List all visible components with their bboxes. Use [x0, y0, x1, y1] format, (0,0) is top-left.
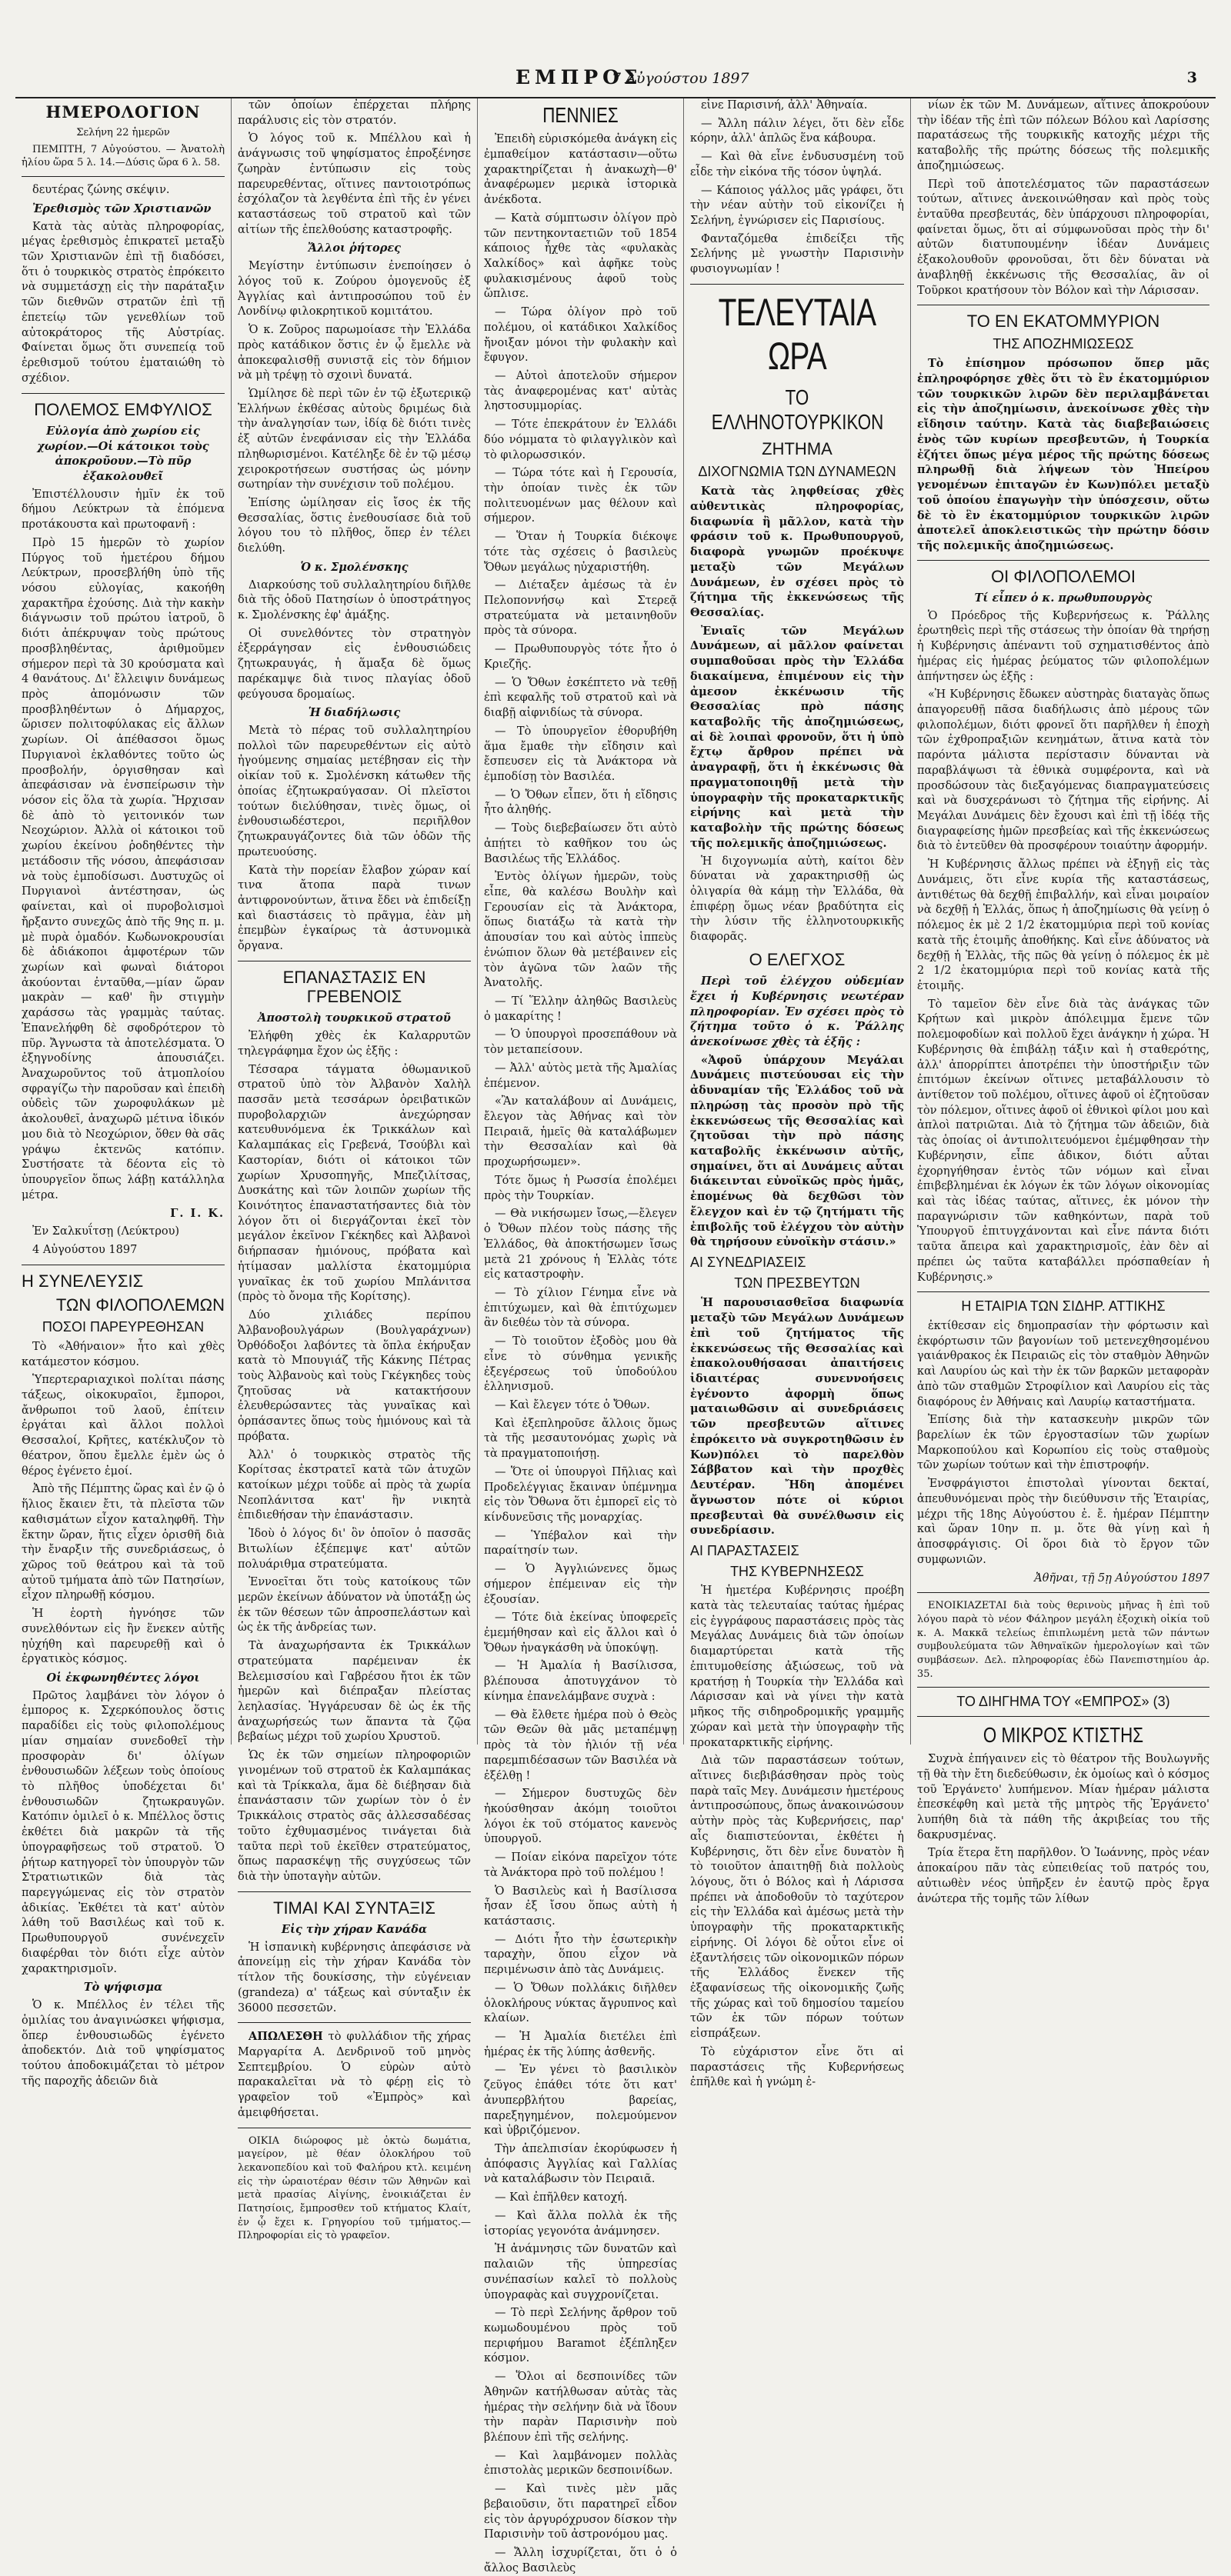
article-paragraph: Τὸ ταμεῖον δὲν εἶνε διὰ τὰς ἀνάγκας τῶν Κρήτων καὶ μικρὸν ἀπόλειμμα ἔμενε τῶν πολεμοφοδίων καὶ πολλοῦ ἔχει ἀνάγκην ἡ χώρα. Ἡ Κυβέρνησις θὰ ἐπιβάλῃ τάξιν καὶ ἡ σταθερότης, ἀλλ' ἀπορρίπτει ἀποτρέπει τὴν ὑποστήριξιν τῶν ἐπιτόμων ἐκείνων οἵτινες μεταβάλλουσιν τὸ ἀντίθετον τοῦ πολέμου, οἵτινες ἀφοῦ οἱ ἐζητοῦσαν τὸν πόλεμον, οἵτινες ἀφοῦ οἱ ἐθνικοὶ φίλοι μου καὶ ἀπλοὶ πατριῶται. Διὰ τὸ ζήτημα τῶν ἀδειῶν, διὰ τὰς ὁποίας οἱ ἀντιπολιτευόμενοι ἐμέμφθησαν τὴν Κυβέρνησιν, εἶπε ἀδικον, διότι αὗται ἐχορηγήθησαν ἐντὸς τῶν νόμων καὶ εἶναι ἐπιβεβλημέναι ἐκ λόγων ἐκ τῶν λόγων οἰκονομίας καὶ τὰς ἰδέας ταύτας, αἵτινες, ἐκ μόνον τὴν παραγνώρισιν τῶν καθηκόντων, παρὰ τοῦ Ὑπουργοῦ ἐπιτυγχάνονται καὶ εἶνε πάντα διότι ταῦτα ἄπειρα καὶ χαρακτηρισμοῖς, ἐὰν δὲν αἱ πρέπει ὡς ταῦτα καταβάλλει πρόσπαθείαν ἡ Κυβέρνησις.» [917, 998, 1209, 1284]
article-paragraph: Τὸ εὐχάριστον εἶνε ὅτι αἱ παραστάσεις τῆς Κυβερνήσεως ἐπῆλθε καὶ ἡ γνώμη ἐ- [690, 2045, 904, 2089]
article-paragraph: — Καὶ θὰ εἶνε ἐνδυσυσμένη τοῦ εἶδε τὴν εἰκόνα τῆς τόσον ὑψηλά. [690, 151, 904, 178]
article-continuation: εἶνε Παρισινή, ἀλλ' Ἀθηναία. [701, 99, 868, 112]
column-1 [15, 98, 231, 2088]
article-paragraph: — Ποίαν εἰκόνα παρεῖχον τότε τὰ Ἀνάκτορα πρὸ τοῦ πολέμου ! [484, 1851, 677, 1879]
notice-text: τὸ φυλλάδιον τῆς χήρας Μαργαρίτα Α. Δενδρινοῦ τοῦ μηνὸς Σεπτεμβρίου. Ὁ εὑρὼν αὐτὸ παρακαλεῖται νὰ τὸ φέρῃ εἰς τὸ γραφεῖον τοῦ «Ἐμπρὸς» καὶ ἀμειφθήσεται. [238, 2031, 472, 2119]
article-continuation: νίων ἐκ τῶν Μ. Δυνάμεων, αἵτινες ἀποκρούουν τὴν ἰδέαν τῆς ἐπὶ τῶν πόλεων Βόλου καὶ Λαρίσσης παρατάσεως τῆς τουρκικῆς κατοχῆς μέχρι τῆς καταβολῆς τῆς πρώτης δόσεως τῆς πολεμικῆς ἀποζημιώσεως. [917, 99, 1209, 172]
author-signature: Γ. Ι. Κ. [170, 1207, 225, 1221]
article-paragraph: — Διέταξεν ἀμέσως τὰ ἐν Πελοποννήσῳ καὶ Στερεᾷ στρατεύματα νὰ μεταινηθοῦν πρὸς τὰ σύνορα. [484, 579, 677, 638]
article-paragraph: — Αὐτοὶ ἀποτελοῦν σήμερον τὰς ἀναφερομένας κατ' αὐτὰς ληστοσυμμορίας. [484, 369, 677, 413]
article-paragraph: Φανταζόμεθα ἐπιδείξει τῆς Σελήνης μὲ γνωστὴν Παρισινὴν φυσιογνωμίαν ! [690, 232, 904, 276]
article-subheadline: Τί εἶπεν ὁ κ. πρωθυπουργὸς [974, 591, 1153, 605]
article-paragraph: «Ἀφοῦ ὑπάρχουν Μεγάλαι Δυνάμεις πιστεύουσαι εἰς τὴν ἀδυναμίαν τῆς Ἑλλάδος τοῦ νὰ πληρώσῃ τὰς προσὸν πρὸ τῆς ἐκκενώσεως τῆς Θεσσαλίας καὶ ζητοῦσαι τὴν πρὸ πάσης καταβολῆς ἐκκένωσιν αὐτῆς, σημαίνει, ὅτι αἱ Δυνάμεις αὗται διάκεινται εὐνοϊκῶς πρὸς ἡμᾶς, ἐπομένως θὰ δεχθῶσι τὸν ἔλεγχον καὶ ἐν τῷ ζητήματι τῆς ἐπιβολῆς τοῦ ἐλέγχου τὸν αὐτὴν θὰ τηρήσουν εὐνοϊκὴν στάσιν.» [690, 1053, 904, 1249]
issue-date: 7 Αὐγούστου 1897 [612, 70, 749, 87]
column-2 [232, 98, 477, 2242]
divider [917, 1291, 1209, 1292]
article-paragraph: Δύο χιλιάδες περίπου Ἀλβανοβουλγάρων (Βουλγαράχνων) Ὀρθόδοξοι λαβόντες τὰ ὅπλα ἐκήρυξαν κατὰ τὸ Μπουγιάζ τῆς Κάκνης Πέτρας τοὺς Ἀλβανοὺς καὶ τοὺς Γκέγκηδες τοὺς ζητοῦσας νὰ κατακτήσουν ἐλευθερώσαντες τὰς γυναῖκας καὶ ὁρπάσαντες ὅπως τοὺς ἡμιόνους καὶ τὰ πρόβατα. [238, 1309, 471, 1443]
section-heading: Ὁ κ. Σμολένσκης [300, 560, 409, 574]
article-headline: ΑΙ ΠΑΡΑΣΤΑΣΕΙΣ [690, 1542, 799, 1558]
section-heading: Ἄλλοι ῥήτορες [307, 242, 402, 255]
article-paragraph: — Καὶ λαμβάνομεν πολλὰς ἐπιστολὰς μερικῶν δεσποινίδων. [484, 2449, 677, 2478]
article-subheadline: ΤΗΣ ΑΠΟΖΗΜΙΩΣΕΩΣ [992, 335, 1134, 352]
article-paragraph: — Σήμερον δυστυχῶς δὲν ἠκούσθησαν ἀκόμη τοιοῦτοι λόγοι ἐκ τοῦ στόματος κανενὸς ὑπουργοῦ. [484, 1788, 677, 1846]
article-paragraph: — Ἡ Ἀμαλία ἡ Βασίλισσα, βλέπουσα ἀποτυγχάνον τὸ κίνημα ἐπανελάμβανε συχνὰ : [484, 1660, 677, 1703]
article-paragraph: Ἡ Κυβέρνησις ἄλλως πρέπει νὰ ἐξηγῇ εἰς τὰς Δυνάμεις, ὅτι εἶνε κυρία τῆς καταστάσεως, ἀντιθέτως θὰ δεχθῇ ἐπιβαλλήν, καὶ εἶναι μοιραίον νὰ δεχθῇ ἡ Ἑλλάς, ὅπως ἡ ἀποζημίωσις θὰ γείνῃ ὁ πόλεμος ἐκ μὲ 2 1/2 ἑκατομμύρια περὶ τοῦ κονίας κατὰ τῆς ἑτοιμῆς ἀποθήκης. Καὶ εἶνε ἀδύνατος νὰ δεχθῇ ἡ Ἑλλὰς, τῆς πῶς θὰ γείνῃ ὁ πόλεμος ἐκ μὲ 2 1/2 ἑκατομμύρια περὶ τοῦ κονίας κατὰ τῆς ἑτοιμῆς. [917, 858, 1209, 992]
article-paragraph: — Ὁ Ἀγγλιώνενες ὅμως σήμερον ἐπέμειναν εἰς τὴν ἐξουσίαν. [484, 1563, 677, 1606]
article-headline: ΟΙ ΦΙΛΟΠΟΛΕΜΟΙ [991, 566, 1136, 586]
article-paragraph: Κατὰ τὰς ληφθείσας χθὲς αὐθεντικὰς πληροφορίας, διαφωνία ἢ μᾶλλον, κατὰ τὴν φράσιν τοῦ κ. Πρωθυπουργοῦ, διαφορὰ γνωμῶν προέκυψε μεταξὺ τῶν Μεγάλων Δυνάμεων, ἐν σχέσει πρὸς τὸ ζήτημα τῆς ἐκκενώσεως τῆς Θεσσαλίας. [690, 485, 904, 620]
article-paragraph: — Θὰ νικήσωμεν ἴσως,—ἔλεγεν ὁ Ὄθων πλέον τοὺς πάσης τῆς Ἑλλάδος, θὰ ἀποκτήσωμεν ἴσως μετὰ 21 χρόνους ἡ Ἑλλὰς τότε εἰς καταστροφὴν. [484, 1208, 677, 1281]
article-paragraph: Κατὰ τὴν πορείαν ἔλαβον χώραν καί τινα ἄτοπα παρὰ τινων ἀντιφρονούντων, ἅτινα ἔδει νὰ ἐπιδείξῃ καὶ διαστάσεις τὸ πρᾶγμα, ἐὰν μὴ ἐπεμβὼν ἐγκαίρως τὰ ἀστυνομικὰ ὄργανα. [238, 864, 471, 953]
calendar-moon: Σελήνη 22 ἡμερῶν [76, 127, 170, 139]
article-paragraph: Διὰ τῶν παραστάσεων τούτων, αἵτινες διεβιβάσθησαν πρὸς τοὺς παρὰ ταῖς Μεγ. Δυνάμεσιν ἡμετέρους ἀντιπροσώπους, ὅπως ἀνακοινώσουν αὐτὴν πρὸς τὰς Κυβερνήσεις, παρ' αἷς διαπιστεύονται, ἐκθέτει ἡ Κυβέρνησις, ὅτι δὲν εἶνε δυνατὸν ἢ τὸ τοιοῦτον ἀπαιτηθῇ διὰ πολλοὺς λόγους, ὅτι ὁ Βόλος καὶ ἡ Λάρισσα πρέπει νὰ ἀποδοθοῦν τὸ ταχύτερον εἰς τὴν Ἑλλάδα καὶ ἀμέσως μετὰ τὴν ὑπογραφὴν τῆς προκαταρκτικῆς εἰρήνης. Οἱ λόγοι δὲ οὗτοι εἶνε οἱ ἐξαντλήσεις τῶν οἰκονομικῶν πόρων τῆς Ἑλλάδος ἕνεκεν τῆς ἐξαφανίσεως τῆς οἰκονομικῆς ζωῆς τῆς χώρας καὶ τοῦ δημοσίου ταμείου τῶν ἐκ τῶν πόρων τούτων εἰσπράξεων. [690, 1755, 904, 2041]
article-paragraph: «Ἡ Κυβέρνησις ἔδωκεν αὐστηρὰς διαταγὰς ὅπως ἀπαγορευθῇ πᾶσα διαδήλωσις ἀπὸ μέρους τῶν φιλοπολέμων, διότι φρονεῖ ὅτι παρῆλθεν ἡ ἐποχὴ τῶν ἐχθροπραξιῶν κενημάτων, ἅτινα κατὰ τὸν παρόντα μάλιστα περίστασιν δύνανται νὰ παραβλάψωσι τὰ ἐθνικὰ συμφέροντα, καὶ νὰ προσδώσουν τὰς διεξαγόμενας διαπραγματεύσεις καὶ νὰ δυσχεράνωσι τὸ ζήτημα τῆς εἰρήνης. Αἱ Μεγάλαι Δυνάμεις δὲν ἔχουσι καὶ ἐπὶ τῇ ἰδέᾳ τῆς διαγραφείσης ἡμῶν πρεσβείας καὶ τῆς ἐκκενώσεως διὰ τὸ ἐντεῦθεν θὰ προσφέρουν τοιαύτην ἀφορμήν. [917, 688, 1209, 853]
article-paragraph: — Κατὰ σύμπτωσιν ὀλίγον πρὸ τῶν πεντηκονταετιῶν τοῦ 1854 κάποιος ἦχθε τὰς «φυλακὰς Χαλκίδος» καὶ ἀφῆκε τοὺς φυλακισμένους ἀφοῦ τοὺς ὥπλισε. [484, 212, 677, 301]
article-paragraph: Τὰ ἀναχωρήσαντα ἐκ Τρικκάλων στρατεύματα παρέμειναν ἐκ Βελεμισσίου καὶ Γαβρέσου ἤτοι ἐκ τῶν ἡμερῶν καὶ διέπραξαν πλείστας λεηλασίας. Ἠγγάρευσαν δὲ ὡς ἐκ τῆς ἀναχωρήσεώς των ἅπαντα τὰ ζῷα βεβαίως μέχρι τοῦ χωρίου Χρυστοῦ. [238, 1640, 471, 1744]
article-headline: ΠΟΛΕΜΟΣ ΕΜΦΥΛΙΟΣ [34, 399, 212, 419]
article-paragraph: — Ὅλοι αἱ δεσποινίδες τῶν Ἀθηνῶν κατήλθωσαν αὐτὰς τὰς ἡμέρας τὴν σελήνην διὰ νὰ ἴδουν τὴν παρὰν Παρισινὴν ποὺ βλέπουν ἐπὶ τῆς σελήνης. [484, 2371, 677, 2444]
article-headline: ΑΙ ΣΥΝΕΔΡΙΑΣΕΙΣ [690, 1255, 806, 1271]
article-paragraph: Ἡ ἑορτὴ ἠγνόησε τῶν συνελθόντων εἰς ἣν ἕνεκεν αὐτῆς ηὐχήθη καὶ παρευρεθῇ καὶ ὁ ἐργατικὸς κόσμος. [22, 1608, 225, 1666]
article-subheadline: Ἀποστολὴ τουρκικοῦ στρατοῦ [258, 1011, 451, 1025]
article-paragraph: — Καὶ ἔλεγεν τότε ὁ Ὄθων. [495, 1398, 650, 1411]
article-paragraph: Τὸ «Ἀθήναιον» ἦτο καὶ χθὲς κατάμεστον κόσμου. [22, 1340, 225, 1368]
article-paragraph: Ἀπὸ τῆς Πέμπτης ὥρας καὶ ἐν ῷ ὁ ἥλιος ἔκαιεν ἔτι, τὰ πλεῖστα τῶν καθισμάτων εἶχον καταληφθῆ. Τὴν ἕκτην ὥραν, ἥτις εἶχεν ὁρισθῆ διὰ τὴν ἔναρξιν τῆς συνεδριάσεως, ὁ χῶρος τοῦ θεάτρου καὶ τὰ τοῦ αὐτοῦ τμήματα ἀπὸ τῶν Πατησίων, εἶχον πληρωθῇ κόσμου. [22, 1483, 225, 1602]
article-paragraph: — Ὑπέβαλον καὶ τὴν παραίτησίν των. [484, 1529, 677, 1558]
article-headline: ΕΠΑΝΑΣΤΑΣΙΣ ΕΝ ΓΡΕΒΕΝΟΙΣ [282, 967, 426, 1007]
article-headline: Ο ΜΙΚΡΟΣ ΚΤΙΣΤΗΣ [982, 1722, 1144, 1747]
article-headline: ΤΗΣ ΚΥΒΕΡΝΗΣΕΩΣ [730, 1563, 864, 1579]
article-paragraph: Ἐπιστέλλουσιν ἡμῖν ἐκ τοῦ δήμου Λεύκτρων τὰ ἑπόμενα προτάκουστα καὶ πρωτοφανῆ : [22, 488, 225, 532]
classified-ad: ΕΝΟΙΚΙΑΖΕΤΑΙ διὰ τοὺς θερινοὺς μῆνας ἢ ἐπὶ τοῦ λόγου παρὰ τὸ νέον Φάληρον μεγάλη ἐξοχικὴ οἰκία τοῦ κ. Α. Μακκᾶ τελείως ἐπιπλωμένη μετὰ τῶν πάντων συμβουλεύματα τῶν Ἀθηναϊκῶν ἡμερολογίων καὶ τῶν συμβάσεων. Δελ. πληροφορίας ἐδὼ Πανεπιστημίου ἀρ. 35. [917, 1600, 1209, 1680]
calendar-sun: ΠΕΜΠΤΗ, 7 Αὐγούστου. — Ἀνατολὴ ἡλίου ὥρα 5 λ. 14.—Δύσις ὥρα 6 λ. 58. [22, 143, 225, 169]
divider [917, 560, 1209, 561]
dateline-place: Ἐν Σαλκυΐτσῃ (Λεύκτρου) [32, 1225, 180, 1238]
article-paragraph: Ἐλήφθη χθὲς ἐκ Καλαρρυτῶν τηλεγράφημα ἔχον ὡς ἑξῆς : [238, 1030, 471, 1058]
article-paragraph: — Καὶ ἐπῆλθεν κατοχή. [495, 2191, 628, 2204]
article-subheadline: ΠΟΣΟΙ ΠΑΡΕΥΡΕΘΗΣΑΝ [42, 1319, 205, 1335]
article-headline: ΤΟ ΕΝ ΕΚΑΤΟΜΜΥΡΙΟΝ [966, 312, 1160, 332]
article-paragraph: Ἐντὸς ὀλίγων ἡμερῶν, τοὺς εἶπε, θὰ καλέσω Βουλὴν καὶ Γερουσίαν εἰς τὰ Ἀνάκτορα, ὅπως διατάξω τὰ κατὰ τὴν ἀπουσίαν του καὶ αὐτὸς ἱππεὺς ἐνώπιον ὅλων θὰ μετέβαινεν εἰς τὸν ἀγῶνα τῶν λαῶν τῆς Ἀνατολῆς. [484, 871, 677, 990]
article-paragraph: Ἐπειδὴ εὑρισκόμεθα ἀνάγκη εἰς ἐμπαθείμον κατάστασιν—οὕτω χαρακτηρίζεται ἡ ἀνακωχὴ—θ' ἀναφέρωμεν μερικὰ ἱστορικὰ ἀνέκδοτα. [484, 133, 677, 207]
article-paragraph: Ἐπίσης διὰ τὴν κατασκευὴν μικρῶν τῶν βαρελίων ἐκ τῶν ἐργοστασίων τῶν χωρίων Μαρκοπούλου καὶ Κορωπίου εἰς τοὺς σταθμοὺς τῶν χωρίων τούτων καὶ τὴν ἐπιστροφήν. [917, 1414, 1209, 1472]
article-paragraph: Τὸ ἐπίσημον πρόσωπον ὅπερ μᾶς ἐπληροφόρησε χθὲς ὅτι τὸ ἓν ἑκατομμύριον τῶν τουρκικῶν λιρῶν δὲν περιλαμβάνεται εἰς τὴν ἀποζημίωσιν, ἀνεκοίνωσε χθὲς τὴν εἴδησιν ταύτην. Κατὰ τὰς διαβεβαιώσεις ἑνὸς τῶν κυρίων πρεσβευτῶν, ἡ Τουρκία ἐζήτει ὅπως μέγα μέρος τῆς πρώτης δόσεως πληρωθῇ διὰ λήψεων τὸν Ἠπείρου γενομένων ἐπιταγῶν ἐν Κων)πόλει μεταξὺ τοῦ ὁποίου ἐπαγωγὴν τὴν ὑπόσχεσιν, οὕτω δὲ τὸ ἓν ἑκατομμύριον τουρκικῶν λιρῶν ἀποτελεῖ ἀποκλειστικῶς τὴν πρώτην δόσιν τῆς πολεμικῆς ἀποζημιώσεως. [917, 357, 1209, 552]
section-heading: Ἐρεθισμὸς τῶν Χριστιανῶν [32, 202, 212, 215]
article-paragraph: Ἀλλ' ὁ τουρκικὸς στρατὸς τῆς Κορίτσας ἐκστρατεῖ κατὰ τῶν ἀτυχῶν κατοίκων μέχρι τοῦδε αἱ πρὸς τὰ χωρία Νεοπλάνιτσα κατ' ἣν νικητὰ ἐπιδιεθήσαν τὴν ἐπανάστασιν. [238, 1448, 471, 1522]
divider [22, 176, 225, 177]
serial-heading: ΤΟ ΔΙΗΓΗΜΑ ΤΟΥ «ΕΜΠΡΟΣ» (3) [956, 1694, 1170, 1710]
article-paragraph: Ἡ ἀνάμνησις τῶν δυνατῶν καὶ παλαιῶν τῆς ὑπηρεσίας συνέπασίων καλεῖ τὸ πολλοὺς ὑπογραφὰς καὶ συγχρονίζεται. [484, 2243, 677, 2301]
article-paragraph: Μετὰ τὸ πέρας τοῦ συλλαλητηρίου πολλοὶ τῶν παρευρεθέντων εἰς αὐτὸ ἠγούμενης σημαίας μετέβησαν εἰς τὴν οἰκίαν τοῦ κ. Σμολένσκη κάτωθεν τῆς ὁποίας ἐζητωκραύγασαν. Οἱ πλεῖστοι τούτων διελύθησαν, τινὲς ὅμως, οἱ ἐνθουσιωδέστεροι, περιῆλθον ζητωκραυγάζοντες διὰ τῶν ὁδῶν τῆς πρωτευούσης. [238, 725, 471, 858]
article-paragraph: Ὑπερτεραριαχικοὶ πολίται πάσης τάξεως, οἰκοκυραῖοι, ἔμποροι, ἄνθρωποι τοῦ λαοῦ, ἐπίτειν ἐργάται καὶ ἄλλοι πολλοὶ Θεσσαλοί, Κρῆτες, κατέκλυζον τὸ θέατρον, ὅπου ἔμελλε ἐμὲν ὡς ὁ θέρος ἐγένετο ἐμοί. [22, 1374, 225, 1478]
article-paragraph: — Ἐν γένει τὸ βασιλικὸν ζεῦγος ἐπάθει τότε ὅτι κατ' ἀνυπερβλήτου βαρείας, παρεξηγημένον, πολεμούμενον καὶ ὑβριζόμενον. [484, 2064, 677, 2138]
article-paragraph: Διαρκούσης τοῦ συλλαλητηρίου διῆλθε διὰ τῆς ὁδοῦ Πατησίων ὁ ὑποστράτηγος κ. Σμολένσκης ἐφ' ἁμάξης. [238, 578, 471, 622]
column-5 [911, 98, 1216, 1905]
article-headline: ΤΩΝ ΠΡΕΣΒΕΥΤΩΝ [734, 1275, 860, 1291]
article-paragraph: — Κάποιος γάλλος μᾶς γράφει, ὅτι τὴν νέαν αὐτὴν τοῦ εἰκονίζει ἡ Σελήνη, ἐγνώρισεν εἰς Παρισίους. [690, 184, 904, 228]
section-heading: Τὸ ψήφισμα [83, 1981, 163, 1994]
article-paragraph: — Τοὺς διεβεβαίωσεν ὅτι αὐτὸ ἀπῄτει τὸ καθῆκον του ὡς Βασιλέως τῆς Ἑλλάδος. [484, 822, 677, 865]
article-paragraph: Ἡ παρουσιασθεῖσα διαφωνία μεταξὺ τῶν Μεγάλων Δυνάμεων ἐπὶ τοῦ ζητήματος τῆς ἐκκενώσεως τῆς Θεσσαλίας καὶ ἐπακολουθήσασαι ἀπαιτήσεις ἰδιαιτέρας συνεννοήσεις ἐγένοντο ἀφορμὴ ὅπως ματαιωθῶσιν αἱ συνεδριάσεις τῶν πρεσβευτῶν αἵτινες ἐπρόκειτο νὰ συγκροτηθῶσιν ἐν Κων)πόλει τὸ παρελθὸν Σάββατον καὶ τὴν προχθὲς Δευτέραν. Ἤδη ἀπομένει ἄγνωστον πότε οἱ κύριοι πρεσβευταὶ θὰ συνέλθωσιν εἰς συνεδρίασιν. [690, 1296, 904, 1538]
article-paragraph: Ἡ ἡμετέρα Κυβέρνησις προέβη κατὰ τὰς τελευταίας ταύτας ἡμέρας εἰς ἐγγράφους παραστάσεις πρὸς τὰς Μεγάλας Δυνάμεις διὰ τῶν ὁποίων διαμαρτύρεται κατὰ τῆς ἐπιτυμοθείσης ἀξιώσεως, τοῦ νὰ κρατήσῃ ἡ Τουρκία τὴν Ἑλλάδα καὶ Λάρισσαν καὶ νὰ γίνει τὴν κατὰ μῆκος τῆς σιδηροδρομικῆς γραμμῆς χώραν καὶ μετὰ τὴν ὑπογραφὴν τῆς προκαταρκτικῆς εἰρήνης. [690, 1585, 904, 1749]
article-paragraph: Οἱ συνελθόντες τὸν στρατηγὸν ἐξερράγησαν εἰς ἐνθουσιώδεις ζητωκραυγάς, ἡ ἅμαξα δὲ ὅμως παρέκαμψε διὰ τινος πλαγίας ὁδοῦ φεύγουσα δρομαίως. [238, 627, 471, 701]
article-paragraph: Καὶ ἐξεπληροῦσε ἄλλοις ὅμως τὰ τῆς μεσαυτονόμας χωρὶς νὰ τὰ πραγματοποιήσῃ. [484, 1417, 677, 1461]
article-paragraph: Ἰδοὺ ὁ λόγος δι' ὃν ὁποῖον ὁ πασσᾶς Βιτωλίων ἐξέπεμψε κατ' αὐτῶν πολυάριθμα στρατεύματα. [238, 1528, 471, 1571]
article-paragraph: — Ὁ Ὄθων πολλάκις διῆλθεν ὁλοκλήρους νύκτας ἄγρυπνος καὶ κλαίων. [484, 1981, 677, 2025]
article-paragraph: — Καὶ τινὲς μὲν μᾶς βεβαιοῦσιν, ὅτι παρατηρεῖ εἶδον εἰς τὸν ἀργυρόχρυσον δίσκον τὴν Παρισινὴν τοῦ ἀστρονόμου μας. [484, 2483, 677, 2541]
article-paragraph: Ὡς ἐκ τῶν σημείων πληροφοριῶν γινομένων τοῦ στρατοῦ ἐκ Καλαμπάκας καὶ τὰ Τρίκκαλα, ἅμα δὲ διέβησαν διὰ ἐπανάστασιν τῶν χωρίων τὸν ὁ ἐν Τρικκάλοις στρατὸς σᾶς ἀλλεσσαδέσας τοῦτο ἐχθυμασμένος τινάγεται διὰ ταῦτα περὶ τοῦ ἐκεῖθεν στρατεύματος, ὅπως παρασκέψῃ τῆς συγχύσεως τῶν διὰ τὴν ὑποταγὴν αὐτῶν. [238, 1749, 471, 1883]
article-paragraph: — Τὸ ὑπουργεῖον ἐθορυβήθη ἅμα ἔμαθε τὴν εἴδησιν καὶ ἔσπευσεν εἰς τὰ Ἀνάκτορα νὰ ἐμποδίσῃ τὸν Βασιλέα. [484, 725, 677, 783]
divider [917, 1592, 1209, 1593]
article-paragraph: «Ἂν καταλάβουν αἱ Δυνάμεις, ἔλεγον τὰς Ἀθήνας καὶ τὸν Πειραιᾶ, ἡμεῖς θὰ καταλάβωμεν τὴν Θεσσαλίαν καὶ θὰ προχωρήσωμεν». [484, 1095, 677, 1169]
notice-heading: ΑΠΩΛΕΣΘΗ [249, 2030, 323, 2044]
article-paragraph: Μεγίστην ἐντύπωσιν ἐνεποίησεν ὁ λόγος τοῦ κ. Ζούρου ὁμογενοῦς ἐξ Ἀγγλίας καὶ ἀντιπροσώπου τοῦ ἐν Λονδίνῳ φιλοκρητικοῦ κομιτάτου. [238, 260, 471, 318]
article-paragraph: — Ὁ Ὄθων ἐσκέπτετο νὰ τεθῇ ἐπὶ κεφαλῆς τοῦ στρατοῦ καὶ νὰ διαβῇ αἰφνιδίως τὰ σύνορα. [484, 676, 677, 720]
article-paragraph: Ἐνσφράγιστοι ἐπιστολαὶ γίνονται δεκταί, ἀπευθυνόμεναι πρὸς τὴν διεύθυνσιν τῆς Ἑταιρίας, μέχρι τῆς 18ης Αὐγούστου ἐ. ἔ. ἡμέραν Πέμπτην καὶ ὥραν 10ην π. μ. ὅτε θὰ γίνῃ καὶ ἡ ἀποσφράγισις. Οἱ ὅροι διὰ τὸ ἔργον τῶν συμφωνιῶν. [917, 1478, 1209, 1566]
article-paragraph: Ὁ κ. Μπέλλος ἐν τέλει τῆς ὁμιλίας του ἀναγινώσκει ψήφισμα, ὅπερ ἐνθουσιωδῶς ἐγένετο ἀποδεκτόν. Διὰ τοῦ ψηφίσματος τούτου ἀποδοκιμάζεται τὸ μέτρον τῆς παροχῆς ἀδειῶν διὰ [22, 1999, 225, 2088]
article-paragraph: — Ἀλλ' αὐτὸς μετὰ τῆς Ἀμαλίας ἐπέμενον. [484, 1061, 677, 1090]
article-subheadline: Εὐλογία ἀπὸ χωρίου εἰς χωρίον.—Οἱ κάτοικοι τοὺς ἀποκροῦουν.—Τὸ πῦρ ἐξακολουθεῖ [37, 424, 209, 483]
calendar-title: ΗΜΕΡΟΛΟΓΙΟΝ [45, 102, 201, 122]
article-paragraph: — Τότε ἐπεκράτουν ἐν Ἑλλάδι δύο νόμματα τὸ φιλαγγλικὸν καὶ τὸ φιλορωσσικόν. [484, 418, 677, 462]
article-paragraph: — Ὁ Ὄθων εἶπεν, ὅτι ἡ εἴδησις ἦτο ἀληθής. [484, 788, 677, 817]
article-continuation: δευτέρας ζώνης σκέψιν. [32, 184, 170, 197]
article-paragraph: ἐκτίθεσαν εἰς δημοπρασίαν τὴν φόρτωσιν καὶ ἐκφόρτωσιν τῶν βαγονίων τοῦ μετενεχθησομένου γαιάνθρακος ἐκ Πειραιῶς εἰς τὸν σταθμὸν Ἀθηνῶν καὶ Λαυρίου ὡς καὶ τὴν ἐκ τῶν βαρκῶν μεταφορὰν ἀπὸ τῶν σταθμῶν Στροφίλιον καὶ Λαυρίου εἰς τὰς διαφόρους ἐν Ἀθήναις καὶ Λαυρίῳ καταστήματα. [917, 1320, 1209, 1408]
article-paragraph: Συχνὰ ἐπήγαινεν εἰς τὸ θέατρον τῆς Βουλωγνῆς τῇ θὰ τὴν ἔτη διεδεύθωσιν, ἐκ ὁμοίως καὶ ὁ κόσμος τοῦ Ἐργάνετο' λυπήμενον. Μίαν ἡμέραν μάλιστα ἐπεσκέφθη καὶ μετὰ τῆς μητρὸς τῆς Ἐργάνετο' λυπήθη διὰ τὰ πάθη τῆς ἀκριβείας του τῆς δακρυσμένας. [917, 1753, 1209, 1841]
article-paragraph: — Τὸ χίλιον Γένημα εἶνε νὰ ἐπιτύχωμεν, καὶ θὰ ἐπιτύχωμεν ἂν διεθέω τὸν τὰ σύνορα. [484, 1286, 677, 1330]
section-heading: Οἱ ἐκφωνηθέντες λόγοι [46, 1671, 200, 1685]
article-paragraph: — Τώρα ὀλίγον πρὸ τοῦ πολέμου, οἱ κατάδικοι Χαλκίδος ἤνοιξαν μόνοι τὴν φυλακὴν καὶ ἔφυγον. [484, 306, 677, 365]
article-paragraph: Πρῶτος λαμβάνει τὸν λόγον ὁ ἐμπορος κ. Σχερκόπουλος ὅστις παραδίδει εἰς τοὺς φιλοπολέμους μίαν σημαίαν συνεδοθεῖ τὴν προσφορὰν δι' ὀλίγων ἐνθουσιωδῶν λέξεων τοὺς ὁποίους τὸ πλῆθος ὑποδέχεται δι' ἐνθουσιωδῶν ζητωκραυγῶν. Κατόπιν ὁμιλεῖ ὁ κ. Μπέλλος ὅστις ἐκθέτει διὰ μακρῶν τὰ τῆς ὑπογραφῆσεως τοῦ στρατοῦ. Ὁ ῥήτωρ κατηγορεῖ τὸν ὑπουργὸν τῶν Στρατιωτικῶν διὰ τὰς παρεγγώμενας εἰς τὸν στρατὸν ἀδικίας. Ἐκθέτει τὰ κατ' αὐτὸν λάθη τοῦ Βασιλέως καὶ τοῦ κ. Πρωθυπουργοῦ συνένεχεῖν διαφέρθαι τὸν διότι εἶχε αὐτὸν χαρακτηρισμοῖν. [22, 1689, 225, 1975]
divider [690, 284, 904, 285]
article-paragraph: — Τώρα τότε καὶ ἡ Γερουσία, τὴν ὁποίαν τινὲς ἐκ τῶν πολιτευομένων μας θέλουν καὶ σήμερον. [484, 467, 677, 525]
article-paragraph: — Θὰ ἔλθετε ἡμέρα ποὺ ὁ Θεὸς τῶν Θεῶν θὰ μᾶς μεταπέμψῃ πρὸς τὰ τὸν ἡλιόν τῇ νέα παρεμπιδέσασων τῶν Βασιλέα νὰ ἐξέλθῃ ! [484, 1708, 677, 1782]
article-headline: ΤΟ ΕΛΛΗΝΟΤΟΥΡΚΙΚΟΝ [711, 385, 884, 435]
page-number: 3 [1186, 69, 1197, 86]
article-paragraph: Τότε ὅμως ἡ Ρωσσία ἐπολέμει πρὸς τὴν Τουρκίαν. [484, 1174, 677, 1202]
article-paragraph: Ὁ Πρόεδρος τῆς Κυβερνήσεως κ. Ῥάλλης ἐρωτηθεὶς περὶ τῆς στάσεως τὴν ὁποίαν θὰ τηρήσῃ ἡ Κυβέρνησις ἀπέναντι τοῦ σχηματισθέντος ἀπὸ ἡμέρας εἰς ἡμέρας ῥεύματος τῶν φιλοπολέμων ἀπήντησεν ὡς ἑξῆς : [917, 609, 1209, 683]
article-paragraph: — Διότι ἦτο τὴν ἐσωτερικὴν ταραχὴν, ὅπου εἶχον νὰ περιμένωσιν ἀπὸ τὰς Δυνάμεις. [484, 1933, 677, 1977]
article-headline: Η ΕΤΑΙΡΙΑ ΤΩΝ ΣΙΔΗΡ. ΑΤΤΙΚΗΣ [961, 1298, 1166, 1315]
dateline-date: 4 Αὐγούστου 1897 [32, 1243, 138, 1256]
article-paragraph: — Ὅταν ἡ Τουρκία διέκοψε τότε τὰς σχέσεις ὁ βασιλεὺς Ὄθων μεγάλως ηὐχαριστήθη. [484, 531, 677, 574]
article-paragraph: Ἐνιαῖς τῶν Μεγάλων Δυνάμεων, αἱ μᾶλλον φαίνεται συμπαθοῦσαι πρὸς τὴν Ἑλλάδα διακαίμενα, ἐπιμένουν εἰς τὴν ἀμεσον ἐκκένωσιν τῆς Θεσσαλίας πρὸ πάσης καταβολῆς τῆς ἀποζημιώσεως, αἱ δὲ λοιπαὶ φρονοῦν, ὅτι ἡ ὑπὸ ἔχτῳ ἄρθρον πρέπει νὰ ἀναγραφῇ, ὅτι ἡ ἐκκένωσις θὰ πραγματοποιηθῇ μετὰ τὴν ὑπογραφὴν τῆς προκαταρκτικῆς εἰρήνης καὶ μετὰ τὴν καταβολὴν τῆς πρώτης δόσεως τῆς πολεμικῆς ἀποζημιώσεως. [690, 624, 904, 850]
article-paragraph: Περὶ τοῦ ἐλέγχου οὐδεμίαν ἔχει ἡ Κυβέρνησις νεωτέραν πληροφορίαν. Ἐν σχέσει πρὸς τὸ ζήτημα τοῦτο ὁ κ. Ῥάλλης ἀνεκοίνωσε χθὲς τὰ ἑξῆς : [690, 975, 904, 1048]
article-paragraph: Περὶ τοῦ ἀποτελέσματος τῶν παραστάσεων τούτων, αἵτινες ἀνεκοινώθησαν καὶ πρὸς τοὺς ἐνταῦθα πρεσβευτάς, δὲν ὑπάρχουσι πληροφορίαι, φαίνεται ὅμως, ὅτι αἱ σύμφωνοῦσαι πρὸς τὴν δι' αὐτῶν διατυπουμένην ἰδέαν Δυνάμεις ἐξακολουθοῦν φρονοῦσαι, ὅτι δὲν δύναται νὰ ἀναβληθῇ ἐκκένωσις τῆς Θεσσαλίας, ἂν οἱ Τοῦρκοι κρατήσουν τὸν Βόλον καὶ τὴν Λάρισσαν. [917, 178, 1209, 297]
article-paragraph: Ἐννοεῖται ὅτι τοὺς κατοίκους τῶν μερῶν ἐκείνων ἀδύνατον νὰ ὑποτάξῃ ὡς ἐκ τῶν θέσεων τῶν ἀπροσπελάστων καὶ ὡς ἐκ τῆς ἀνδρείας των. [238, 1576, 471, 1635]
article-paragraph: Ὡμίλησε δὲ περὶ τῶν ἐν τῷ ἐξωτερικῷ Ἑλλήνων ἐκθέσας αὐτοὺς δριμέως διὰ τὴν ἀναλγησίαν των, ἰδίᾳ δὲ διότι τινὲς ἐξ αὐτῶν ἐνεφάνισαν εἰς τὴν Ἑλλάδα πληθωρισμένοι. Κατέληξε δὲ ἐν τῷ μέσῳ χειροκροτήσεων συστήσας ὡς μόνην σωτηρίαν τὴν συνέχισιν τοῦ πολέμου. [238, 387, 471, 492]
article-paragraph: — Τί Ἕλλην ἀληθῶς Βασιλεὺς ὁ μακαρίτης ! [484, 995, 677, 1023]
article-paragraph: — Τὸ τοιοῦτον ἐξοδὸς μου θὰ εἶνε τὸ σύνθημα γενικῆς ἐξεγέρσεως τοῦ ὑποδούλου ἑλληνισμοῦ. [484, 1335, 677, 1394]
article-paragraph: — Καὶ ἄλλα πολλὰ ἐκ τῆς ἱστορίας γεγονότα ἀνάμνησεν. [484, 2209, 677, 2238]
article-paragraph: Κατὰ τὰς αὐτὰς πληροφορίας, μέγας ἐρεθισμὸς ἐπικρατεῖ μεταξὺ τῶν Χριστιανῶν ἐπὶ τῇ διαδόσει, ὅτι ὁ τουρκικὸς στρατὸς ἐπρόκειτο νὰ συμμετάσχῃ εἰς τὴν παράταξιν τῶν διεθνῶν στρατῶν ἐπὶ τῇ ἐπετείῳ τῶν γενεθλίων τοῦ αὐτοκράτορος τῆς Αὐστρίας. Φαίνεται ὅμως ὅτι συνεπείᾳ τοῦ ἐρεθισμοῦ τούτου ἐματαιώθη τὸ σχέδιον. [22, 220, 225, 385]
article-paragraph: Ἡ διχογνωμία αὐτὴ, καίτοι δὲν δύναται νὰ χαρακτηρισθῇ ὡς ὀλιγαρία θὰ κάμῃ τὴν Ἑλλάδα, θὰ ἐπιφέρῃ ὅμως νέαν βραδύτητα εἰς τὴν λύσιν τῆς ἑλληνοτουρκικῆς διαφορᾶς. [690, 855, 904, 944]
divider [917, 1716, 1209, 1717]
section-heading: Ἡ διαδήλωσις [308, 706, 401, 720]
masthead [15, 63, 1216, 98]
article-headline: ΠΕΝΝΙΕΣ [542, 103, 619, 127]
article-paragraph: Πρὸ 15 ἡμερῶν τὸ χωρίον Πύργος τοῦ ἡμετέρου δήμου Λεύκτρων, προσεβλήθη ὑπὸ τῆς νόσου εὐλογίας, κακοήθη χαρακτῆρα ἐχούσης. Διὰ τὴν κακὴν διάγνωσιν τοῦ πρώτου ἰατροῦ, ὃ διότι ἀπέκρυψαν τοὺς πρώτους προσβληθέντας, ἀριθμοῦμεν σήμερον περὶ τὰ 30 κρούσματα καὶ 4 θανάτους. Δι' ἔλλειψιν δυνάμεως πρὸς ἀπομόνωσιν τῶν προσβληθέντων ὁ Δήμαρχος, ὥρισεν πολιτοφύλακας εἰς ἄλλων χωρίων. Οἱ ἀπέθασσοι ὅμως Πυργιανοὶ ἐκλαθόντες τοῦτο ὡς προσβολήν, ὀργισθησαν καὶ ἀπεφάσισαν νὰ ἐνσπείρωσιν τὴν νόσον εἰς ὅλα τὰ χωρία. Ἤρχισαν δὲ ἀπὸ τὸ γειτονικόν των Νεοχώριον. Ἀλλὰ οἱ κάτοικοι τοῦ χωρίου ἐκείνου ῥοδηθέντες τὴν μετάδοσιν τῆς νόσου, ἀπεφάσισαν νὰ τοὺς ἐμποδίσωσι. Δυστυχῶς οἱ Πυργιανοὶ ἀντέστησαν, ὡς φαίνεται, καὶ οἱ πυροβολισμοὶ ἤρξαντο συνεχῶς ἀπὸ τῆς 9ης π. μ. μὲ πυρὰ ὁμαδόν. Κωδωνοκρουσίαι δὲ ἀδιάκοποι ἀμφοτέρων τῶν χωρίων καὶ φωναὶ διάτοροι ἀκούονται ἐνταῦθα,—μίαν ὥραν μακρὰν — καθ' ἣν στιγμὴν χαράσσω τὰς γραμμὰς ταύτας. Ἐπανελήφθη δὲ σφοδρότερον τὸ πῦρ. Ἄγνωστα τὰ ἀποτελέσματα. Ὁ ἐξηγνοδίνης ἀπουσιάζει. Ἀναχωροῦντος τοῦ ἀτμοπλοίου σφραγίζω τὴν παροῦσαν καὶ ἐπειδὴ οὐδεὶς τῶν χωροφυλάκων μὲ ἀκολουθεῖ, ἀναχωρῶ μέτινα ἰδικόν μου διὰ τὸ Νεοχώριον, ὅθεν θὰ σᾶς γράψω ἐκτενῶς κατόπιν. Συστήσατε τὰ δέοντα εἰς τὸ ὑπουργεῖον ὅπως λάβῃ κατάλληλα μέτρα. [22, 536, 225, 1201]
article-paragraph: Τέσσαρα τάγματα ὀθωμανικοῦ στρατοῦ ὑπὸ τὸν Ἀλβανὸν Χαλὴλ πασσᾶν μετὰ τεσσάρων ὀρειβατικῶν πυροβολαρχιῶν ἀνεχώρησαν κατευθυνόμενα ἐκ Τρικκάλων καὶ Καλαμπάκας εἰς Γρεβενά, Τσούβλι καὶ Καστορίαν, διότι οἱ κάτοικοι τῶν χωρίων Χρυσοπηγῆς, Μπεζιλίτσας, Δυσκάτης καὶ τῶν λοιπῶν χωρίων τῆς Κοινότητος ἐπαναστατήσαντες διὰ τὸν λόγον ὅτι οἱ διεργάζονται ἐκεῖ τὸν μεγάλον ἐκεῖνον Γκέκηδες καὶ Ἀλβανοὶ διήρπασαν ἡμιόνους, πρόβατα καὶ ἠτίμασαν μαλλίστα ἐκατομμύρια γυναῖκας ἐκ τοῦ χωρίου Μπλάνιτσα (πρὸς τὸ ὄνομα τῆς Κορίτσης). [238, 1063, 471, 1304]
article-headline: ΤΕΛΕΥΤΑΙΑ ΩΡΑ [718, 290, 876, 378]
article-paragraph: Ἡ ἰσπανικὴ κυβέρνησις ἀπεφάσισε νὰ ἀπονείμῃ εἰς τὴν χήραν Κανάδα τὸν τίτλον τῆς δουκίσσης, τὴν εὐγένειαν (grandeza) α' τάξεως καὶ σύνταξιν ἐκ 36000 πεσσετῶν. [238, 1941, 471, 2014]
column-4 [684, 98, 910, 2089]
column-3 [478, 98, 683, 2574]
divider [917, 1687, 1209, 1688]
divider [22, 393, 225, 394]
divider [238, 1891, 471, 1892]
newspaper-title: ΕΜΠΡΟΣ [515, 66, 642, 88]
article-paragraph: — Ὁ ὑπουργοὶ προσεπάθουν νὰ τὸν μεταπείσουν. [484, 1028, 677, 1057]
article-paragraph: — Ὅτε οἱ ὑπουργοὶ Πῆλιας καὶ Προδελέγγιας ἔκαιναν ὑπέμνημα εἰς τὸν Ὄθωνα ὅτι ἐμπορεῖ εἰς τὸ κίνδυνεῦσις τῆς μοναρχίας. [484, 1465, 677, 1524]
article-paragraph: — Ἄλλη ἰσχυρίζεται, ὅτι ὁ ὁ ἄλλος Βασιλεὺς [484, 2547, 677, 2574]
article-subheadline: Εἰς τὴν χήραν Κανάδα [281, 1922, 428, 1936]
article-paragraph: — Τὸ περὶ Σελήνης ἄρθρον τοῦ κωμωδουμένου πρὸς τοῦ περιφήμου Baramot ἐξέπληξεν κόσμον. [484, 2307, 677, 2365]
article-headline: ΖΗΤΗΜΑ [762, 439, 832, 459]
article-paragraph: Ἐπίσης ὡμίλησαν εἰς ἴσος ἐκ τῆς Θεσσαλίας, ὅστις ἐνεθουσίασε διὰ τοῦ λόγου του τὸ πλῆθος, ὅπερ ἐν τέλει διελύθη. [238, 496, 471, 555]
article-paragraph: — Πρωθυπουργὸς τότε ἦτο ὁ Κριεζῆς. [484, 643, 677, 671]
article-paragraph: Τὴν ἀπελπισίαν ἐκορύφωσεν ἡ ἀπόφασις Ἀγγλίας καὶ Γαλλίας νὰ καταλάβωσιν τὸν Πειραιᾶ. [484, 2143, 677, 2186]
article-paragraph: — Τότε διὰ ἐκείνας ὑποφερεῖς ἐμεμήθησαν καὶ εἰς ἄλλοι καὶ ὁ Ὄθων ἠναγκάσθη νὰ ὑποκύψῃ. [484, 1611, 677, 1655]
article-paragraph: Ὁ λόγος τοῦ κ. Μπέλλου καὶ ἡ ἀνάγνωσις τοῦ ψηφίσματος ἐπροξένησε ζωηρὰν ἐντύπωσιν εἰς τοὺς παρευρεθέντας, οἵτινες παντοιοτρόπως ἐσχόλαζον τὰ λεγθέντα ἐπὶ τῆς ἐν γένει καταστάσεως τοῦ στρατοῦ καὶ τῶν αἰτίων τῆς ἐπελθούσης καταστροφῆς. [238, 132, 471, 236]
classified-ad: ΟΙΚΙΑ διώροφος μὲ ὀκτὼ δωμάτια, μαγείρον, μὲ θέαν ὁλοκλήρου τοῦ λεκανοπεδίου καὶ τοῦ Φαλήρου κτλ. κειμένη εἰς τὴν ὡραιοτέραν θέσιν τῶν Ἀθηνῶν καὶ μετὰ πρασίας Αἰγίνης, ἐνοικιάζεται ἐν Πατησίοις, ἔμπροσθεν τοῦ κτήματος Κλαίτ, ἐν ᾧ ἔχει κ. Γρηγορίου τοῦ τμήματος.—Πληροφορίαι εἰς τὸ γραφεῖον. [238, 2134, 471, 2242]
dateline: Ἀθῆναι, τῇ 5ῃ Αὐγούστου 1897 [1034, 1571, 1209, 1585]
article-headline: ΤΙΜΑΙ ΚΑΙ ΣΥΝΤΑΞΙΣ [273, 1898, 435, 1918]
article-subheadline: ΔΙΧΟΓΝΩΜΙΑ ΤΩΝ ΔΥΝΑΜΕΩΝ [698, 463, 896, 479]
article-paragraph: — Ἡ Ἀμαλία διετέλει ἐπὶ ἡμέρας ἐκ τῆς λύπης ἀσθενῆς. [484, 2031, 677, 2058]
article-headline: ΤΩΝ ΦΙΛΟΠΟΛΕΜΩΝ [55, 1295, 225, 1315]
article-headline: Η ΣΥΝΕΛΕΥΣΙΣ [22, 1271, 144, 1291]
article-paragraph: — Ἄλλη πάλιν λέγει, ὅτι δὲν εἶδε κόρην, ἀλλ' ἁπλῶς ἕνα κάβουρα. [690, 117, 904, 145]
divider [238, 2022, 471, 2023]
article-headline: Ο ΕΛΕΓΧΟΣ [749, 949, 846, 969]
article-continuation: τῶν ὁποίων ἐπέρχεται πλήρης παράλυσις εἰς τὸν στρατόν. [238, 99, 471, 127]
article-paragraph: Ὁ κ. Ζοῦρος παρωμοίασε τὴν Ἑλλάδα πρὸς κατάδικον ὅστις ἐν ᾧ ἔμελλε νὰ ἀποκεφαλισθῇ συνιστᾷ εἰς τὸν δήμιον νὰ μὴ τρέψῃ τὸ σχοινὶ δυνατά. [238, 324, 471, 382]
article-paragraph: Τρία ἕτερα ἔτη παρῆλθον. Ὁ Ἰωάννης, πρὸς νέαν ἀποκαίρου πᾶν τὰς εὐπειθείας τοῦ πατρός του, αὐτιωθὲν νέος ὑπῆρξεν ἐν ἑαυτῷ πρὸς ἔργα ἀνώτερα τῆς τομῆς τῶν λίθων [917, 1847, 1209, 1905]
article-paragraph: Ὁ Βασιλεὺς καὶ ἡ Βασίλισσα ἦσαν ἐξ ἴσου ὅπως αὐτὴ ἡ κατάστασις. [484, 1885, 677, 1928]
